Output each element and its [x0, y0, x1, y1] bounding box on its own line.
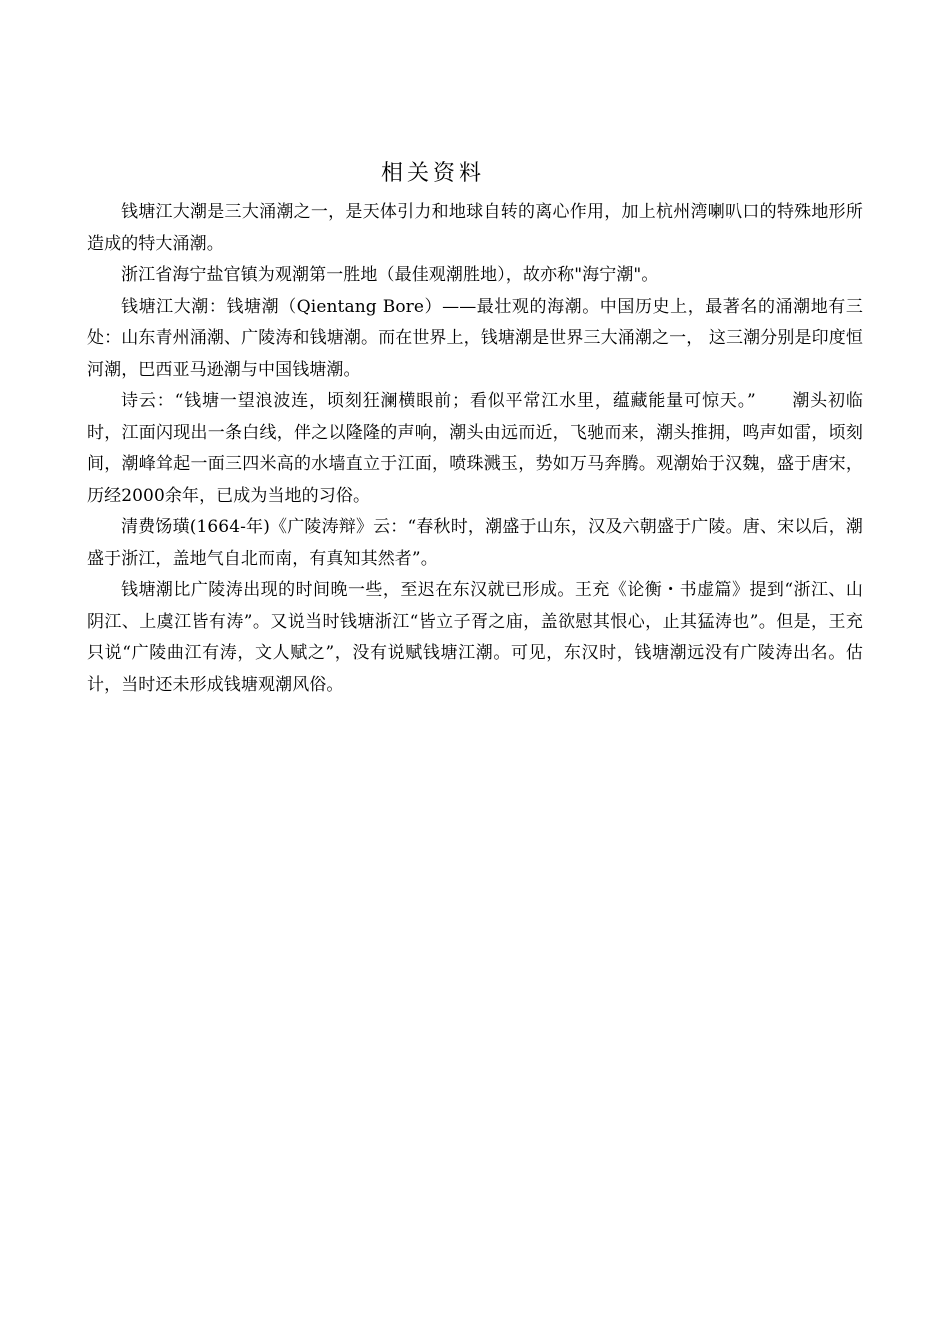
paragraph-haining: 浙江省海宁盐官镇为观潮第一胜地（最佳观潮胜地），故亦称"海宁潮"。 [121, 265, 659, 285]
document-body [87, 197, 863, 701]
document-title: 相关资料 [380, 161, 485, 186]
paragraph-intro: 钱塘江大潮是三大涌潮之一，是天体引力和地球自转的离心作用，加上杭州湾喇叭口的特殊地形所造成的特大涌潮。 [87, 202, 863, 254]
paragraph-poem: 诗云：“钱塘一望浪波连，顷刻狂澜横眼前；看似平常江水里，蕴藏能量可惊天。” 潮头初临时，江面闪现出一条白线，伴之以隆隆的声响，潮头由远而近，飞驰而来，潮头推拥，鸣声如雷，顷刻间，潮峰耸起一面三四米高的水墙直立于江面，喷珠溅玉，势如万马奔腾。观潮始于汉魏，盛于唐宋，历经2000余年，已成为当地的习俗。 [87, 391, 863, 506]
paragraph-history: 钱塘潮比广陵涛出现的时间晚一些，至迟在东汉就已形成。王充《论衡・书虚篇》提到“浙江、山阴江、上虞江皆有涛”。又说当时钱塘浙江“皆立子胥之庙，盖欲慰其恨心，止其猛涛也”。但是，王充只说“广陵曲江有涛，文人赋之”，没有说赋钱塘江潮。可见，东汉时，钱塘潮远没有广陵涛出名。估计，当时还未形成钱塘观潮风俗。 [87, 580, 863, 695]
paragraph-guangling: 清费饧璜(1664-年)《广陵涛辩》云：“春秋时，潮盛于山东，汉及六朝盛于广陵。唐、宋以后，潮盛于浙江，盖地气自北而南，有真知其然者”。 [87, 517, 863, 569]
paragraph-qiantang-bore: 钱塘江大潮：钱塘潮（Qientang Bore）——最壮观的海潮。中国历史上，最著名的涌潮地有三处：山东青州涌潮、广陵涛和钱塘潮。而在世界上，钱塘潮是世界三大涌潮之一， 这三潮分别是印度恒河潮，巴西亚马逊潮与中国钱塘潮。 [87, 296, 863, 380]
